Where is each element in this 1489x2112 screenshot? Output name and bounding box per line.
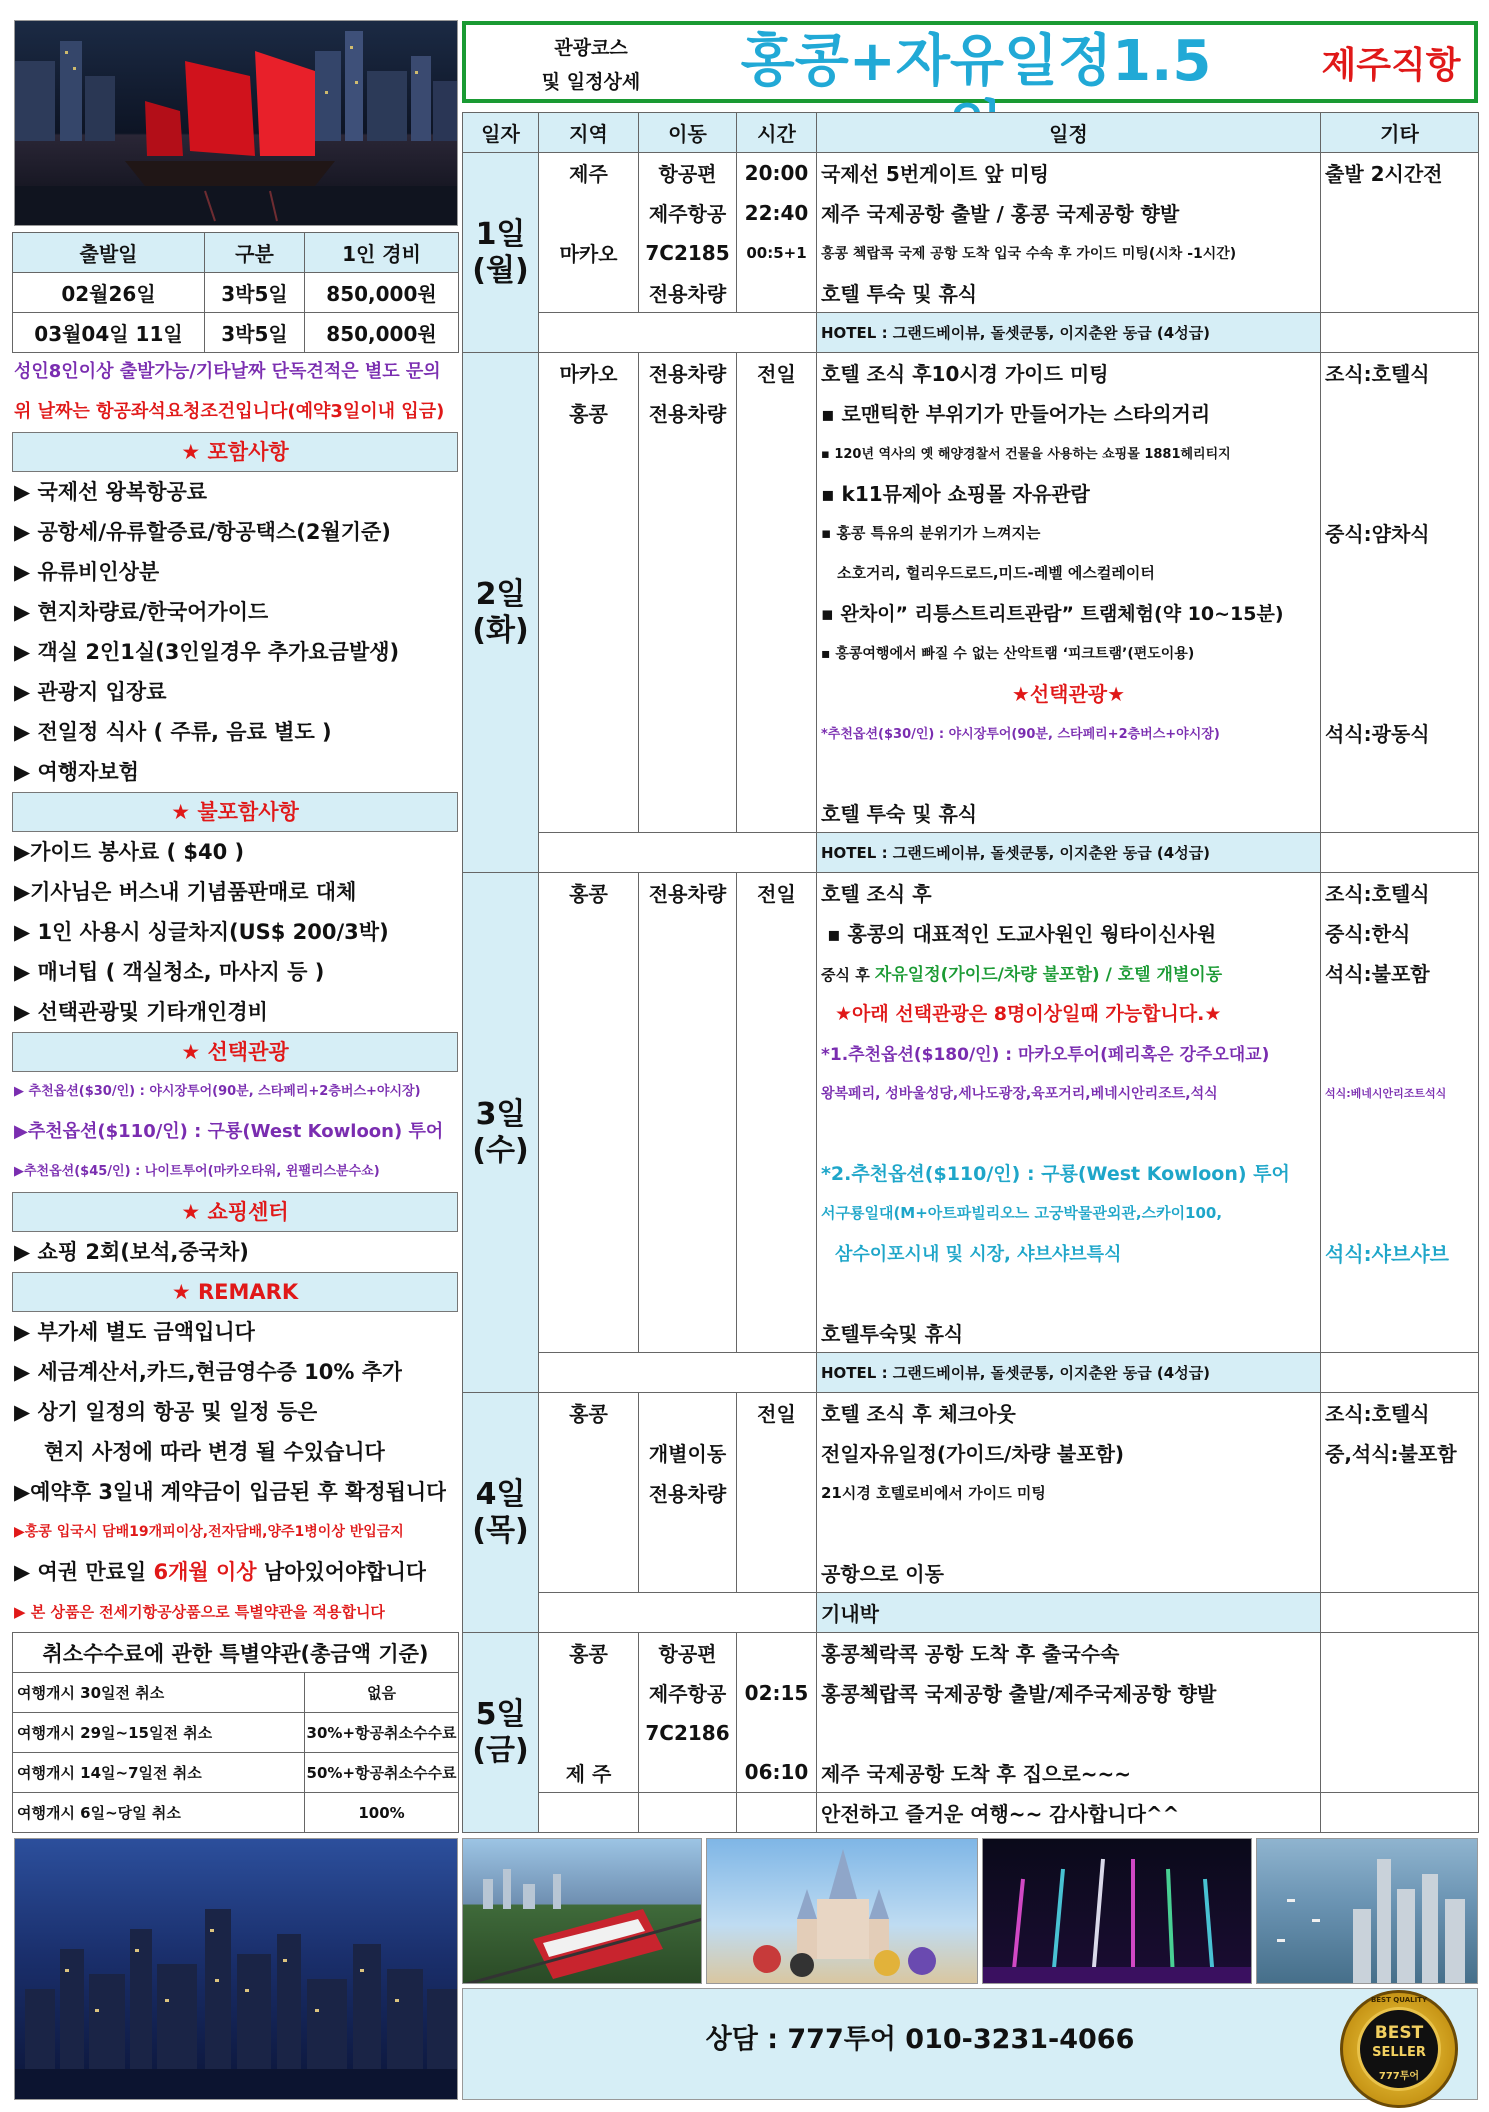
note-cell <box>1321 233 1479 273</box>
empty-cell <box>737 633 817 673</box>
empty-cell <box>1321 1753 1479 1793</box>
list-item: ▶기사님은 버스내 기념품판매로 대체 <box>14 880 357 904</box>
day-label: 1일 <box>475 216 526 252</box>
time-cell: 전일 <box>737 353 817 393</box>
empty-cell <box>1321 673 1479 713</box>
schedule-header: 기타 <box>1321 113 1479 153</box>
empty-cell <box>737 1033 817 1073</box>
empty-cell <box>639 1153 737 1193</box>
list-item: ▶가이드 봉사료 ( $40 ) <box>14 840 245 864</box>
passport-note <box>14 1552 426 1592</box>
empty-cell <box>737 433 817 473</box>
day-cell-1 <box>463 153 539 353</box>
empty-cell <box>1321 1153 1479 1193</box>
itinerary-cell: ▪ 홍콩 특유의 분위기가 느껴지는 <box>817 513 1321 553</box>
seal-best: BEST <box>1374 2023 1424 2043</box>
empty-cell <box>1321 1713 1479 1753</box>
itinerary-cell: ▪ 홍콩여행에서 빠질 수 없는 산악트램 ‘피크트램’(편도이용) <box>817 633 1321 673</box>
empty-cell <box>817 753 1321 793</box>
empty-cell <box>539 1433 639 1473</box>
empty-cell <box>1321 993 1479 1033</box>
list-item: ▶ 관광지 입장료 <box>14 680 167 704</box>
harbour-aerial-photo <box>1256 1838 1478 1984</box>
itinerary-cell: 홍콩 첵랍콕 국제 공항 도착 입국 수속 후 가이드 미팅(시차 -1시간) <box>817 233 1321 273</box>
empty-cell <box>737 913 817 953</box>
itinerary-cell: 호텔투숙및 휴식 <box>817 1313 1321 1353</box>
itinerary-cell: ▪ 120년 역사의 옛 해양경찰서 건물을 사용하는 쇼핑몰 1881헤리티지 <box>817 433 1321 473</box>
note-cell: 석식:샤브샤브 <box>1321 1233 1479 1273</box>
note-cell <box>1321 193 1479 233</box>
empty-cell <box>639 953 737 993</box>
note-cell: 출발 2시간전 <box>1321 153 1479 193</box>
itinerary-cell: 호텔 조식 후10시경 가이드 미팅 <box>817 353 1321 393</box>
price-table <box>12 232 459 353</box>
header-badge: 제주직항 <box>1321 45 1461 86</box>
empty-cell <box>539 1113 639 1153</box>
region-cell: 마카오 <box>539 353 639 393</box>
transport-cell: 7C2186 <box>639 1713 737 1753</box>
day-label: 4일 <box>475 1476 526 1512</box>
price-cell: 02월26일 <box>13 273 205 313</box>
schedule-header: 이동 <box>639 113 737 153</box>
note-cell: 중식:얌차식 <box>1321 513 1479 553</box>
empty-cell <box>737 1273 817 1313</box>
empty-cell <box>737 1553 817 1593</box>
cancel-cell: 여행개시 30일전 취소 <box>13 1673 305 1713</box>
empty-cell <box>639 1113 737 1153</box>
empty-cell <box>737 753 817 793</box>
empty-cell <box>737 1113 817 1153</box>
price-cell: 850,000원 <box>305 313 459 353</box>
seal-seller: SELLER <box>1372 2045 1426 2060</box>
empty-cell <box>539 633 639 673</box>
empty-cell <box>539 673 639 713</box>
itinerary-cell: 호텔 투숙 및 휴식 <box>817 273 1321 313</box>
itinerary-cell: 홍콩첵락콕 공항 도착 후 출국수속 <box>817 1633 1321 1673</box>
itinerary-cell: 호텔 투숙 및 휴식 <box>817 793 1321 833</box>
empty-cell <box>639 1553 737 1593</box>
empty-cell <box>539 1673 639 1713</box>
cancel-cell: 여행개시 14일~7일전 취소 <box>13 1753 305 1793</box>
list-item: ▶예약후 3일내 계약금이 입금된 후 확정됩니다 <box>14 1480 447 1504</box>
included-section-title: ★ 포함사항 <box>12 432 458 472</box>
transport-cell: 제주항공 <box>639 193 737 233</box>
empty-cell <box>639 1033 737 1073</box>
cancel-table <box>12 1632 459 1833</box>
empty-cell <box>639 993 737 1033</box>
itinerary-cell: ▪ 완차이” 리틍스트리트관람” 트램체험(약 10~15분) <box>817 593 1321 633</box>
fountain-show-photo <box>982 1838 1252 1984</box>
empty-cell <box>539 1273 639 1313</box>
list-item: ▶ 세금계산서,카드,현금영수증 10% 추가 <box>14 1360 403 1384</box>
empty-cell <box>639 513 737 553</box>
empty-cell <box>1321 1193 1479 1233</box>
empty-cell <box>539 513 639 553</box>
empty-cell <box>737 1193 817 1233</box>
empty-cell <box>539 1033 639 1073</box>
schedule-header: 일자 <box>463 113 539 153</box>
empty-cell <box>737 1513 817 1553</box>
itinerary-cell: 제주 국제공항 도착 후 집으로~~~ <box>817 1753 1321 1793</box>
empty-cell <box>539 1473 639 1513</box>
schedule-table <box>462 112 1479 1833</box>
empty-cell <box>539 1153 639 1193</box>
disneyland-castle-photo <box>706 1838 978 1984</box>
empty-cell <box>539 593 639 633</box>
itinerary-cell: 공항으로 이동 <box>817 1553 1321 1593</box>
header-label-line2: 및 일정상세 <box>541 71 641 93</box>
empty-cell <box>539 1233 639 1273</box>
region-cell: 홍콩 <box>539 1393 639 1433</box>
seal-top-text: BEST QUALITY <box>1370 1996 1428 2004</box>
cancel-cell: 여행개시 29일~15일전 취소 <box>13 1713 305 1753</box>
empty-cell <box>639 673 737 713</box>
empty-cell <box>737 1473 817 1513</box>
hotel-info: HOTEL : 그랜드베이뷰, 돌셋쿤통, 이지춘완 동급 (4성급) <box>817 1353 1321 1393</box>
day-label: 2일 <box>475 576 526 612</box>
empty-cell <box>1321 1553 1479 1593</box>
transport-cell: 항공편 <box>639 153 737 193</box>
empty-cell <box>639 1233 737 1273</box>
empty-cell <box>1321 1513 1479 1553</box>
itinerary-cell: 안전하고 즐거운 여행~~ 감사합니다^^ <box>817 1793 1321 1833</box>
lunch-free: 자유일정(가이드/차량 불포함) / 호텔 개별이동 <box>874 965 1223 985</box>
empty-cell <box>1321 1273 1479 1313</box>
day-of-week: (월) <box>472 252 529 288</box>
empty-cell <box>1321 753 1479 793</box>
list-item: ▶ 객실 2인1실(3인일경우 추가요금발생) <box>14 640 400 664</box>
empty-cell <box>539 1593 817 1633</box>
empty-cell <box>1321 433 1479 473</box>
empty-cell <box>639 593 737 633</box>
itinerary-cell: 서구룡일대(M+아트파빌리오느 고궁박물관외관,스카이100, <box>817 1193 1321 1233</box>
empty-cell <box>737 1153 817 1193</box>
empty-cell <box>639 1313 737 1353</box>
time-cell: 20:00 <box>737 153 817 193</box>
schedule-header: 일정 <box>817 113 1321 153</box>
itinerary-cell <box>817 953 1321 993</box>
list-item: ▶ 유류비인상분 <box>14 560 160 584</box>
cancel-cell: 여행개시 6일~당일 취소 <box>13 1793 305 1833</box>
day-of-week: (수) <box>472 1132 529 1168</box>
cancel-cell: 100% <box>305 1793 459 1833</box>
empty-cell <box>1321 593 1479 633</box>
schedule-header: 지역 <box>539 113 639 153</box>
empty-cell <box>817 1513 1321 1553</box>
empty-cell <box>639 1753 737 1793</box>
day-cell-3 <box>463 873 539 1393</box>
itinerary-cell: 국제선 5번게이트 앞 미팅 <box>817 153 1321 193</box>
itinerary-cell: 21시경 호텔로비에서 가이드 미팅 <box>817 1473 1321 1513</box>
empty-cell <box>817 1713 1321 1753</box>
transport-cell: 전용차량 <box>639 1473 737 1513</box>
cabin-info: 기내박 <box>817 1593 1321 1633</box>
itinerary-cell: ★아래 선택관광은 8명이상일때 가능합니다.★ <box>817 993 1321 1033</box>
itinerary-cell: *1.추천옵션($180/인) : 마카오투어(페리혹은 강주오대교) <box>817 1033 1321 1073</box>
empty-cell <box>737 1233 817 1273</box>
best-seller-seal-icon <box>1340 1990 1458 2108</box>
transport-cell: 전용차량 <box>639 273 737 313</box>
empty-cell <box>1321 1673 1479 1713</box>
empty-cell <box>639 1273 737 1313</box>
itinerary-cell: *추천옵션($30/인) : 야시장투어(90분, 스타페리+2층버스+야시장) <box>817 713 1321 753</box>
note-cell: 조식:호텔식 <box>1321 353 1479 393</box>
itinerary-cell: 소호거리, 헐리우드로드,미드-레벨 에스컬레이터 <box>817 553 1321 593</box>
harbour-junk-photo <box>14 20 458 226</box>
list-item: ▶ 전일정 식사 ( 주류, 음료 별도 ) <box>14 720 332 744</box>
note-cell: 석식:광동식 <box>1321 713 1479 753</box>
page-title: 홍콩+자유일정1.5일 <box>740 29 1212 160</box>
region-cell <box>539 273 639 313</box>
empty-cell <box>539 1513 639 1553</box>
empty-cell <box>737 953 817 993</box>
note-cell: 중식:한식 <box>1321 913 1479 953</box>
cancel-title: 취소수수료에 관한 특별약관(총금액 기준) <box>13 1633 459 1673</box>
transport-cell: 제주항공 <box>639 1673 737 1713</box>
region-cell: 홍콩 <box>539 1633 639 1673</box>
empty-cell <box>639 1393 737 1433</box>
empty-cell <box>1321 1033 1479 1073</box>
empty-cell <box>539 473 639 513</box>
note-cell: 석식:베네시안리조트석식 <box>1321 1073 1479 1113</box>
empty-cell <box>539 1793 639 1833</box>
empty-cell <box>737 1433 817 1473</box>
day-cell-5 <box>463 1633 539 1833</box>
empty-cell <box>737 713 817 753</box>
time-cell: 22:40 <box>737 193 817 233</box>
list-item: ▶추천옵션($110/인) : 구룡(West Kowloon) 투어 <box>14 1121 444 1142</box>
list-item: ▶ 공항세/유류할증료/항공택스(2월기준) <box>14 520 391 544</box>
passport-pre: ▶ 여권 만료일 <box>14 1560 154 1584</box>
empty-cell <box>737 1073 817 1113</box>
itinerary-cell: *2.추천옵션($110/인) : 구룡(West Kowloon) 투어 <box>817 1153 1321 1193</box>
empty-cell <box>737 1313 817 1353</box>
region-cell: 마카오 <box>539 233 639 273</box>
list-item: ▶ 1인 사용시 싱글차지(US$ 200/3박) <box>14 920 389 944</box>
contact-text: 상담 : 777투어 010-3231-4066 <box>705 2024 1135 2055</box>
empty-cell <box>539 1553 639 1593</box>
note-cell: 석식:불포함 <box>1321 953 1479 993</box>
empty-cell <box>817 1273 1321 1313</box>
peak-tram-photo <box>462 1838 702 1984</box>
empty-cell <box>737 513 817 553</box>
empty-cell <box>539 1073 639 1113</box>
price-cell: 3박5일 <box>205 273 305 313</box>
empty-cell <box>539 1353 817 1393</box>
night-skyline-photo <box>14 1838 458 2100</box>
empty-cell <box>539 753 639 793</box>
empty-cell <box>737 793 817 833</box>
list-item: ▶ 여행자보험 <box>14 760 139 784</box>
itinerary-cell: 전일자유일정(가이드/차량 불포함) <box>817 1433 1321 1473</box>
day-cell-2 <box>463 353 539 873</box>
empty-cell <box>639 1513 737 1553</box>
transport-cell: 전용차량 <box>639 353 737 393</box>
empty-cell <box>1321 1473 1479 1513</box>
header-label-line1: 관광코스 <box>554 37 628 59</box>
empty-cell <box>539 713 639 753</box>
empty-cell <box>737 553 817 593</box>
list-item: ▶홍콩 입국시 담배19개피이상,전자담배,양주1병이상 반입금지 <box>14 1524 404 1540</box>
price-header-cost: 1인 경비 <box>305 233 459 273</box>
optional-section-title: ★ 선택관광 <box>12 1032 458 1072</box>
time-cell: 02:15 <box>737 1673 817 1713</box>
region-cell <box>539 193 639 233</box>
empty-cell <box>737 673 817 713</box>
empty-cell <box>539 313 817 353</box>
region-cell: 제 주 <box>539 1753 639 1793</box>
empty-cell <box>1321 1633 1479 1673</box>
empty-cell <box>737 473 817 513</box>
empty-cell <box>1321 1353 1479 1393</box>
itinerary-cell: 호텔 조식 후 체크아웃 <box>817 1393 1321 1433</box>
time-cell: 전일 <box>737 1393 817 1433</box>
time-cell: 전일 <box>737 873 817 913</box>
empty-cell <box>639 1793 737 1833</box>
empty-cell <box>1321 313 1479 353</box>
empty-cell <box>639 793 737 833</box>
time-cell: 06:10 <box>737 1753 817 1793</box>
list-item: 현지 사정에 따라 변경 될 수있습니다 <box>44 1440 385 1464</box>
empty-cell <box>539 833 817 873</box>
day-of-week: (목) <box>472 1512 529 1548</box>
excluded-section-title: ★ 불포함사항 <box>12 792 458 832</box>
special-terms-note: ▶ 본 상품은 전세기항공상품으로 특별약관을 적용합니다 <box>14 1603 385 1621</box>
price-header-date: 출발일 <box>13 233 205 273</box>
passport-highlight: 6개월 이상 <box>153 1560 257 1584</box>
itinerary-cell: 제주 국제공항 출발 / 홍콩 국제공항 향발 <box>817 193 1321 233</box>
empty-cell <box>539 1313 639 1353</box>
empty-cell <box>1321 1793 1479 1833</box>
empty-cell <box>737 1793 817 1833</box>
note-line-1: 성인8인이상 출발가능/기타날짜 단독견적은 별도 문의 <box>14 361 441 382</box>
price-cell: 3박5일 <box>205 313 305 353</box>
empty-cell <box>1321 833 1479 873</box>
passport-post: 남아있어야합니다 <box>256 1560 427 1584</box>
empty-cell <box>737 1713 817 1753</box>
empty-cell <box>737 593 817 633</box>
empty-cell <box>639 1073 737 1113</box>
region-cell: 홍콩 <box>539 393 639 433</box>
list-item: ▶ 국제선 왕복항공료 <box>14 480 208 504</box>
empty-cell <box>1321 553 1479 593</box>
list-item: ▶ 상기 일정의 항공 및 일정 등은 <box>14 1400 318 1424</box>
empty-cell <box>1321 793 1479 833</box>
empty-cell <box>539 993 639 1033</box>
empty-cell <box>1321 1593 1479 1633</box>
seal-brand: 777투어 <box>1378 2071 1420 2082</box>
list-item: ▶ 추천옵션($30/인) : 야시장투어(90분, 스타페리+2층버스+야시장) <box>14 1084 421 1099</box>
itinerary-cell: 삼수이포시내 및 시장, 샤브샤브특식 <box>817 1233 1321 1273</box>
lunch-pre: 중식 후 <box>821 966 875 984</box>
empty-cell <box>639 913 737 953</box>
itinerary-cell: ★선택관광★ <box>817 673 1321 713</box>
schedule-header: 시간 <box>737 113 817 153</box>
empty-cell <box>639 473 737 513</box>
empty-cell <box>1321 1313 1479 1353</box>
empty-cell <box>639 633 737 673</box>
itinerary-cell: 왕복페리, 성바울성당,세나도광장,육포거리,베네시안리조트,석식 <box>817 1073 1321 1113</box>
cancel-cell: 30%+항공취소수수료 <box>305 1713 459 1753</box>
note-line-2: 위 날짜는 항공좌석요청조건입니다(예약3일이내 입금) <box>14 401 445 422</box>
note-cell: 조식:호텔식 <box>1321 873 1479 913</box>
remark-section-title: ★ REMARK <box>12 1272 458 1312</box>
empty-cell <box>539 1713 639 1753</box>
list-item: ▶ 현지차량료/한국어가이드 <box>14 600 269 624</box>
day-label: 5일 <box>475 1696 526 1732</box>
list-item: ▶ 선택관광및 기타개인경비 <box>14 1000 268 1024</box>
empty-cell <box>737 1633 817 1673</box>
empty-cell <box>1321 393 1479 433</box>
empty-cell <box>539 1193 639 1233</box>
empty-cell <box>539 553 639 593</box>
cancel-cell: 50%+항공취소수수료 <box>305 1753 459 1793</box>
empty-cell <box>1321 633 1479 673</box>
transport-cell: 전용차량 <box>639 873 737 913</box>
empty-cell <box>1321 473 1479 513</box>
shopping-section-title: ★ 쇼핑센터 <box>12 1192 458 1232</box>
itinerary-cell: ▪ k11뮤제아 쇼핑몰 자유관람 <box>817 473 1321 513</box>
note-cell: 중,석식:불포함 <box>1321 1433 1479 1473</box>
empty-cell <box>817 1113 1321 1153</box>
note-cell: 조식:호텔식 <box>1321 1393 1479 1433</box>
itinerary-cell: 홍콩첵랍콕 국제공항 출발/제주국제공항 향발 <box>817 1673 1321 1713</box>
transport-cell: 7C2185 <box>639 233 737 273</box>
price-cell: 03월04일 11일 <box>13 313 205 353</box>
itinerary-cell: 호텔 조식 후 <box>817 873 1321 913</box>
empty-cell <box>639 1193 737 1233</box>
empty-cell <box>1321 1113 1479 1153</box>
day-of-week: (화) <box>472 612 529 648</box>
time-cell: 00:5+1 <box>737 233 817 273</box>
transport-cell: 항공편 <box>639 1633 737 1673</box>
day-label: 3일 <box>475 1096 526 1132</box>
price-header-type: 구분 <box>205 233 305 273</box>
note-cell <box>1321 273 1479 313</box>
day-of-week: (금) <box>472 1732 529 1768</box>
itinerary-cell: ▪ 로맨틱한 부위기가 만들어가는 스타의거리 <box>817 393 1321 433</box>
empty-cell <box>639 713 737 753</box>
empty-cell <box>539 433 639 473</box>
hotel-info: HOTEL : 그랜드베이뷰, 돌셋쿤통, 이지춘완 동급 (4성급) <box>817 313 1321 353</box>
cancel-cell: 없음 <box>305 1673 459 1713</box>
day-cell-4 <box>463 1393 539 1633</box>
list-item: ▶추천옵션($45/인) : 나이트투어(마카오타워, 윈팰리스분수쇼) <box>14 1164 380 1179</box>
empty-cell <box>539 953 639 993</box>
empty-cell <box>737 993 817 1033</box>
transport-cell: 전용차량 <box>639 393 737 433</box>
empty-cell <box>737 393 817 433</box>
itinerary-cell: ▪ 홍콩의 대표적인 도교사원인 웡타이신사원 <box>817 913 1321 953</box>
empty-cell <box>639 753 737 793</box>
transport-cell: 개별이동 <box>639 1433 737 1473</box>
time-cell <box>737 273 817 313</box>
empty-cell <box>539 913 639 953</box>
empty-cell <box>539 793 639 833</box>
empty-cell <box>639 433 737 473</box>
hotel-info: HOTEL : 그랜드베이뷰, 돌셋쿤통, 이지춘완 동급 (4성급) <box>817 833 1321 873</box>
empty-cell <box>639 553 737 593</box>
list-item: ▶ 매너팁 ( 객실청소, 마사지 등 ) <box>14 960 325 984</box>
region-cell: 홍콩 <box>539 873 639 913</box>
region-cell: 제주 <box>539 153 639 193</box>
list-item: ▶ 부가세 별도 금액입니다 <box>14 1320 255 1344</box>
list-item: ▶ 쇼핑 2회(보석,중국차) <box>14 1240 249 1264</box>
price-cell: 850,000원 <box>305 273 459 313</box>
